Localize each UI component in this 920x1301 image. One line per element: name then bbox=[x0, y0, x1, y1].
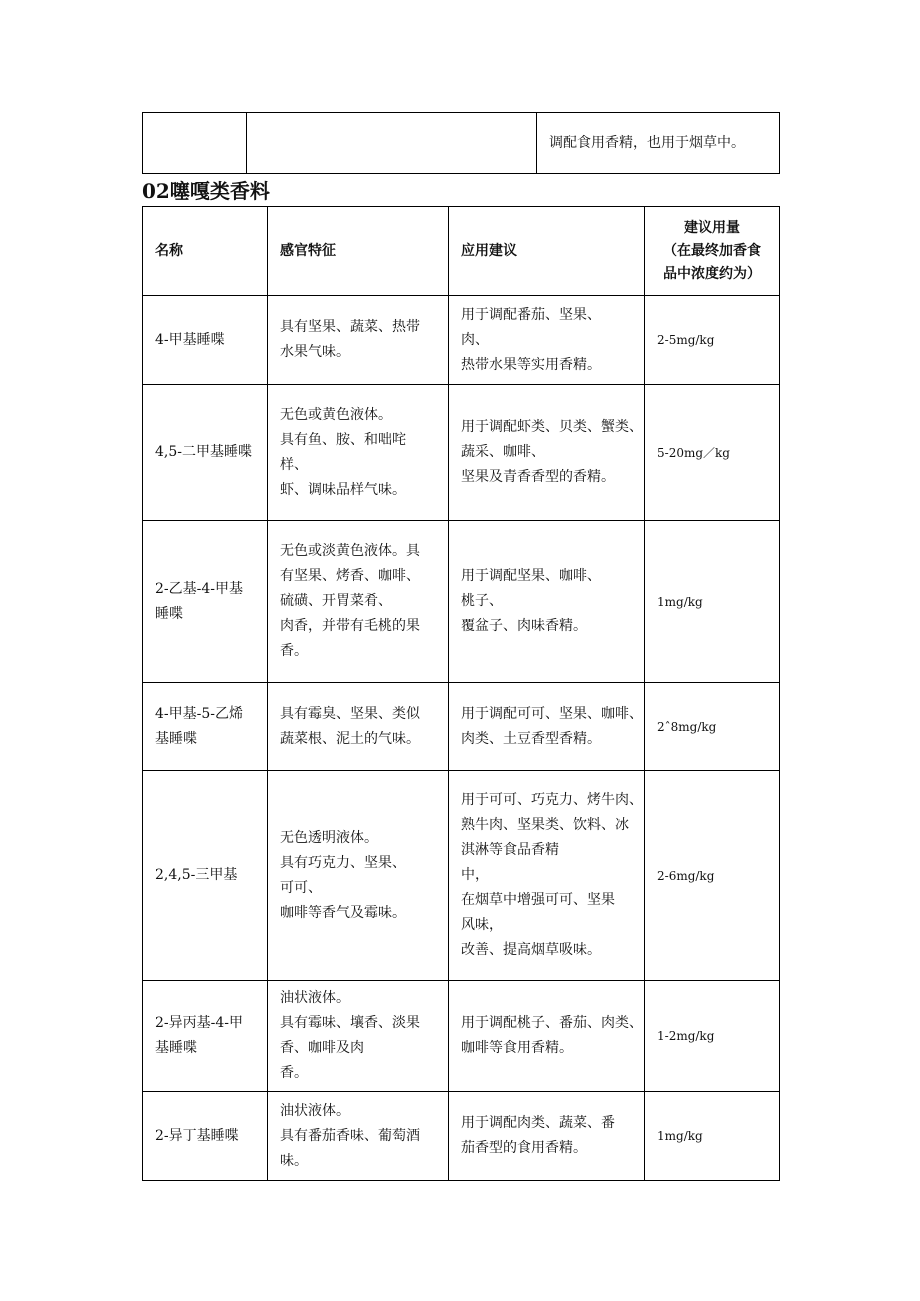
sensory-line: 肉香，并带有毛桃的果 bbox=[280, 618, 420, 634]
table-row bbox=[143, 296, 780, 385]
application-cell bbox=[449, 683, 645, 771]
name-line: 4,5-二甲基睡喋 bbox=[155, 444, 252, 460]
name-cell bbox=[143, 981, 268, 1092]
application-line: 茄香型的食用香精。 bbox=[461, 1140, 587, 1156]
continued-name-cell bbox=[143, 113, 247, 174]
header-application: 应用建议 bbox=[449, 207, 645, 296]
continued-application-cell: 调配食用香精，也用于烟草中。 bbox=[537, 113, 780, 174]
application-line: 热带水果等实用香精。 bbox=[461, 356, 601, 373]
name-cell bbox=[143, 771, 268, 981]
sensory-line: 咖啡等香气及霉味。 bbox=[280, 904, 406, 921]
application-cell bbox=[449, 771, 645, 981]
sensory-line: 水果气味。 bbox=[280, 344, 350, 360]
table-row bbox=[143, 521, 780, 683]
sensory-line: 油状液体。 bbox=[280, 990, 350, 1006]
sensory-cell bbox=[268, 296, 449, 385]
sensory-line: 具有鱼、胺、和咄咤 bbox=[280, 431, 406, 448]
sensory-line: 具有巧克力、坚果、 bbox=[280, 854, 406, 871]
sensory-line: 香。 bbox=[280, 643, 308, 659]
header-dose-line: 品中浓度约为） bbox=[663, 265, 761, 282]
dose-cell: 2-5mg/kg bbox=[645, 296, 780, 385]
sensory-cell bbox=[268, 521, 449, 683]
sensory-line: 虾、调味品样气味。 bbox=[280, 481, 406, 498]
table-row bbox=[143, 771, 780, 981]
application-line: 肉类、土豆香型香精。 bbox=[461, 730, 601, 747]
name-cell bbox=[143, 521, 268, 683]
application-line: 熟牛肉、坚果类、饮料、冰 bbox=[461, 817, 629, 833]
name-line: 睡喋 bbox=[155, 605, 183, 622]
sensory-line: 可可、 bbox=[280, 879, 322, 896]
application-line: 中， bbox=[461, 867, 489, 883]
application-line: 蔬采、咖啡、 bbox=[461, 444, 545, 460]
sensory-cell bbox=[268, 683, 449, 771]
application-line: 用于可可、巧克力、烤牛肉、 bbox=[461, 792, 643, 808]
application-line: 坚果及青香香型的香精。 bbox=[461, 469, 615, 485]
continued-sensory-cell bbox=[247, 113, 537, 174]
sensory-line: 无色或黄色液体。 bbox=[280, 406, 392, 423]
dose-cell: 2ˆ8mg/kg bbox=[645, 683, 780, 771]
name-line: 2-异丙基-4-甲 bbox=[155, 1015, 244, 1031]
application-cell bbox=[449, 385, 645, 521]
continued-table bbox=[142, 112, 780, 174]
table-row bbox=[143, 1092, 780, 1181]
sensory-line: 具有番茄香味、葡萄酒 bbox=[280, 1127, 420, 1144]
sensory-line: 无色或淡黄色液体。具 bbox=[280, 543, 420, 559]
sensory-cell bbox=[268, 385, 449, 521]
name-line: 2-异丁基睡喋 bbox=[155, 1127, 239, 1144]
dose-cell: 5-20mg／kg bbox=[645, 385, 780, 521]
sensory-line: 蔬菜根、泥土的气味。 bbox=[280, 730, 420, 747]
name-line: 基睡喋 bbox=[155, 1040, 197, 1056]
sensory-line: 味。 bbox=[280, 1152, 308, 1169]
name-cell bbox=[143, 1092, 268, 1181]
application-line: 改善、提高烟草吸味。 bbox=[461, 942, 601, 958]
name-cell bbox=[143, 296, 268, 385]
name-cell bbox=[143, 385, 268, 521]
application-line: 淇淋等食品香精 bbox=[461, 842, 559, 858]
dose-cell: 1mg/kg bbox=[645, 1092, 780, 1181]
sensory-line: 硫磺、开胃菜肴、 bbox=[280, 593, 392, 609]
application-line: 用于调配虾类、贝类、蟹类、 bbox=[461, 419, 643, 435]
header-dose-line: （在最终加香食 bbox=[663, 242, 761, 259]
application-line: 在烟草中增强可可、坚果 bbox=[461, 892, 615, 908]
header-sensory: 感官特征 bbox=[268, 207, 449, 296]
continued-table-row bbox=[143, 113, 780, 174]
application-line: 用于调配肉类、蔬菜、番 bbox=[461, 1115, 615, 1131]
application-line: 咖啡等食用香精。 bbox=[461, 1040, 573, 1056]
application-line: 用于调配坚果、咖啡、 bbox=[461, 568, 601, 584]
name-line: 2,4,5-三甲基 bbox=[155, 867, 238, 883]
sensory-line: 具有霉臭、坚果、类似 bbox=[280, 705, 420, 722]
dose-cell: 2-6mg/kg bbox=[645, 771, 780, 981]
sensory-cell bbox=[268, 981, 449, 1092]
header-dose bbox=[645, 207, 780, 296]
name-line: 2-乙基-4-甲基 bbox=[155, 580, 244, 597]
sensory-line: 无色透明液体。 bbox=[280, 829, 378, 846]
application-cell bbox=[449, 981, 645, 1092]
name-line: 4-甲基睡喋 bbox=[155, 331, 225, 348]
table-row bbox=[143, 385, 780, 521]
table-header-row bbox=[143, 207, 780, 296]
application-line: 用于调配桃子、番茄、肉类、 bbox=[461, 1015, 643, 1031]
table-row bbox=[143, 981, 780, 1092]
name-line: 4-甲基-5-乙烯 bbox=[155, 705, 244, 722]
application-line: 肉、 bbox=[461, 331, 489, 348]
application-cell bbox=[449, 521, 645, 683]
sensory-line: 具有坚果、蔬菜、热带 bbox=[280, 319, 420, 335]
application-line: 用于调配番茄、坚果、 bbox=[461, 306, 601, 323]
sensory-cell bbox=[268, 771, 449, 981]
header-name: 名称 bbox=[143, 207, 268, 296]
sensory-line: 具有霉味、壤香、淡果 bbox=[280, 1015, 420, 1031]
dose-cell: 1mg/kg bbox=[645, 521, 780, 683]
header-dose-line: 建议用量 bbox=[684, 219, 740, 236]
application-line: 桃子、 bbox=[461, 593, 503, 609]
sensory-line: 香。 bbox=[280, 1065, 308, 1081]
application-cell bbox=[449, 1092, 645, 1181]
sensory-line: 油状液体。 bbox=[280, 1102, 350, 1119]
sensory-line: 有坚果、烤香、咖啡、 bbox=[280, 568, 420, 584]
dose-cell: 1-2mg/kg bbox=[645, 981, 780, 1092]
application-line: 覆盆子、肉味香精。 bbox=[461, 618, 587, 634]
name-cell bbox=[143, 683, 268, 771]
sensory-line: 样、 bbox=[280, 456, 308, 473]
thiazole-flavor-table bbox=[142, 206, 780, 1181]
application-line: 用于调配可可、坚果、咖啡、 bbox=[461, 705, 643, 722]
sensory-line: 香、咖啡及肉 bbox=[280, 1040, 364, 1056]
name-line: 基睡喋 bbox=[155, 730, 197, 747]
section-title: 02噻嘎类香料 bbox=[142, 179, 270, 203]
sensory-cell bbox=[268, 1092, 449, 1181]
table-body bbox=[143, 296, 780, 1181]
table-row bbox=[143, 683, 780, 771]
application-cell bbox=[449, 296, 645, 385]
application-line: 风味， bbox=[461, 917, 503, 933]
